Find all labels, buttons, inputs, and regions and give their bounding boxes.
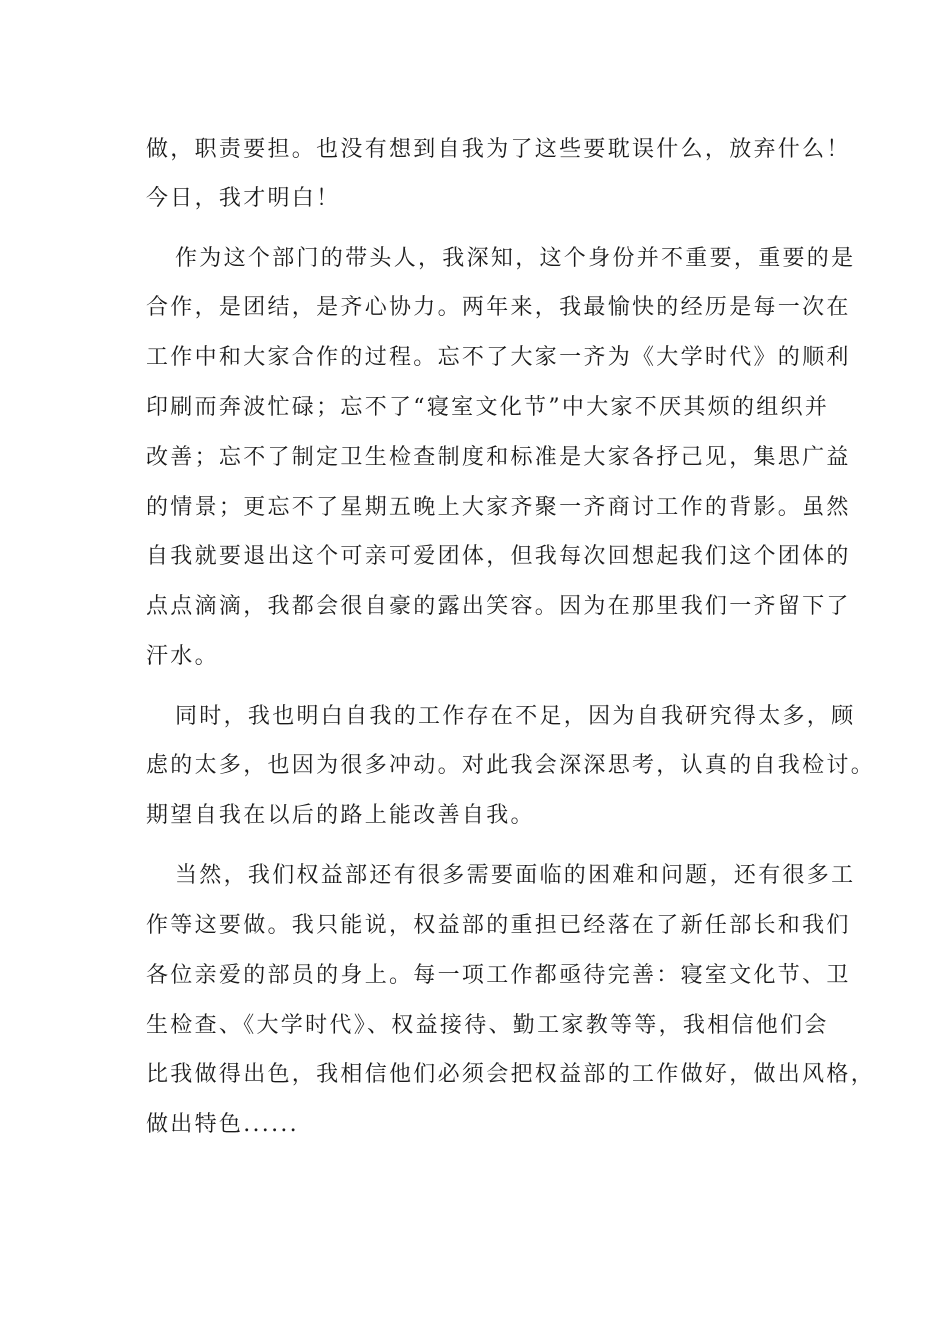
text-line: 比我做得出色，我相信他们必须会把权益部的工作做好，做出风格， xyxy=(146,1062,876,1087)
text-line: 虑的太多，也因为很多冲动。对此我会深深思考，认真的自我检讨。 xyxy=(146,753,876,778)
text-line: 同时，我也明白自我的工作存在不足，因为自我研究得太多，顾 xyxy=(175,704,856,729)
text-line: 作等这要做。我只能说，权益部的重担已经落在了新任部长和我们 xyxy=(146,913,851,938)
text-line: 今日，我才明白！ xyxy=(146,186,341,211)
text-line: 改善；忘不了制定卫生检查制度和标准是大家各抒己见，集思广益 xyxy=(146,445,851,470)
text-line: 工作中和大家合作的过程。忘不了大家一齐为《大学时代》的顺利 xyxy=(146,345,851,370)
text-line: 汗水。 xyxy=(146,644,219,669)
text-line: 的情景；更忘不了星期五晚上大家齐聚一齐商讨工作的背影。虽然 xyxy=(146,495,851,520)
text-line: 做出特色...... xyxy=(146,1112,299,1137)
text-line: 合作，是团结，是齐心协力。两年来，我最愉快的经历是每一次在 xyxy=(146,295,851,320)
text-line: 点点滴滴，我都会很自豪的露出笑容。因为在那里我们一齐留下了 xyxy=(146,594,851,619)
text-line: 期望自我在以后的路上能改善自我。 xyxy=(146,803,535,828)
text-line: 作为这个部门的带头人，我深知，这个身份并不重要，重要的是 xyxy=(175,246,856,271)
text-line: 生检查、《大学时代》、权益接待、勤工家教等等，我相信他们会 xyxy=(146,1013,829,1038)
text-line: 自我就要退出这个可亲可爱团体，但我每次回想起我们这个团体的 xyxy=(146,544,851,569)
text-line: 做，职责要担。也没有想到自我为了这些要耽误什么，放弃什么！ xyxy=(146,137,851,162)
text-line: 印刷而奔波忙碌；忘不了“寝室文化节”中大家不厌其烦的组织并 xyxy=(146,395,830,420)
text-line: 当然，我们权益部还有很多需要面临的困难和问题，还有很多工 xyxy=(175,863,856,888)
text-line: 各位亲爱的部员的身上。每一项工作都亟待完善：寝室文化节、卫 xyxy=(146,963,851,988)
